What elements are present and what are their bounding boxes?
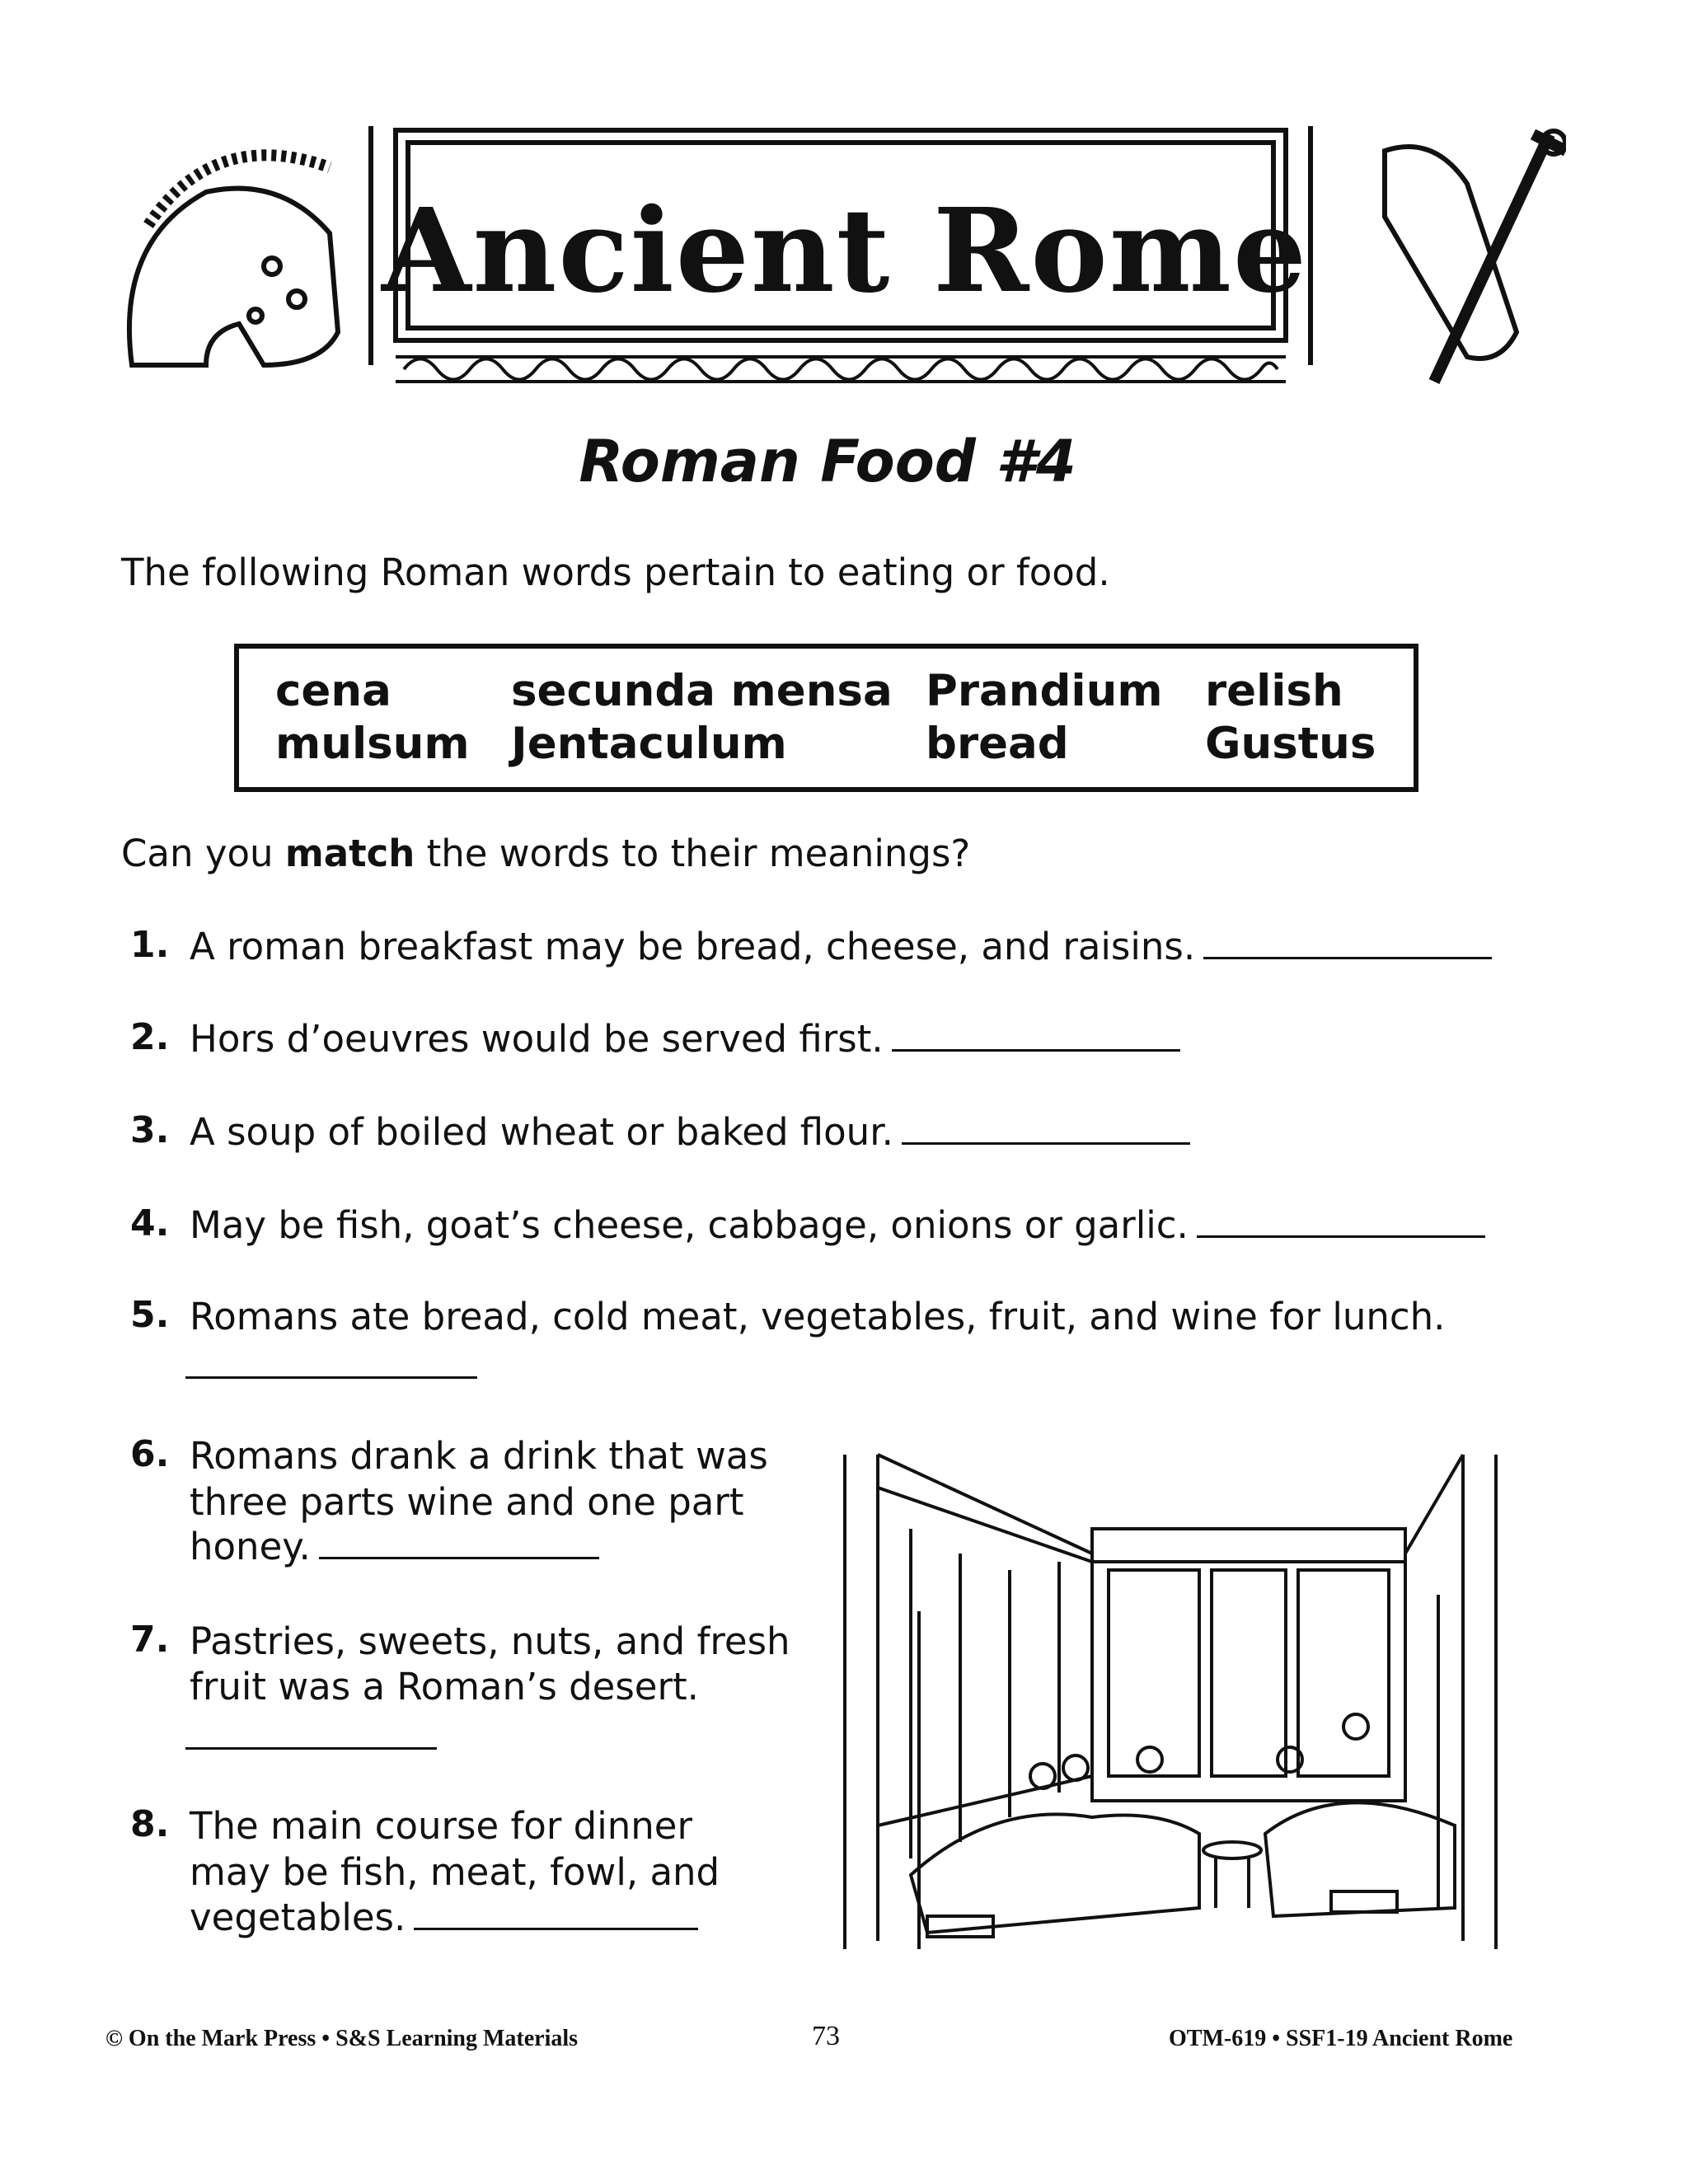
question-2: [190, 1016, 1180, 1062]
page-title: Ancient Rome: [381, 184, 1309, 319]
question-text: vegetables.: [190, 1896, 406, 1939]
roman-banquet-illustration: [828, 1446, 1512, 1966]
question-number: 6.: [130, 1433, 170, 1475]
page-number: 73: [812, 2021, 840, 2051]
question-1: [190, 924, 1492, 970]
intro-text: The following Roman words pertain to eating or food.: [121, 551, 1110, 594]
footer-product-code: OTM-619 • SSF1-19 Ancient Rome: [1169, 2026, 1513, 2051]
question-text: Romans ate bread, cold meat, vegetables, fruit, and wine for lunch.: [190, 1295, 1446, 1338]
question-7-line: fruit was a Roman’s desert.: [190, 1665, 699, 1708]
word-bank-item: Jentaculum: [511, 719, 787, 769]
word-bank-item: cena: [275, 666, 392, 716]
question-text: A soup of boiled wheat or baked flour.: [190, 1110, 893, 1154]
question-number: 5.: [130, 1294, 170, 1336]
question-number: 3.: [130, 1109, 170, 1151]
word-bank-item: mulsum: [275, 719, 470, 769]
answer-blank[interactable]: [1197, 1202, 1485, 1238]
question-text: May be fish, goat’s cheese, cabbage, onions or garlic.: [190, 1203, 1189, 1247]
answer-blank[interactable]: [185, 1747, 437, 1750]
question-5: [190, 1294, 1445, 1340]
question-number: 7.: [130, 1619, 170, 1661]
question-8: [190, 1895, 698, 1941]
instruction-part: Can you: [121, 832, 285, 875]
question-8-line: The main course for dinner: [190, 1804, 692, 1848]
question-3: [190, 1109, 1190, 1155]
question-6: [190, 1524, 599, 1570]
question-text: Hors d’oeuvres would be served first.: [190, 1017, 884, 1061]
question-4: [190, 1202, 1485, 1249]
answer-blank[interactable]: [902, 1109, 1190, 1145]
answer-blank[interactable]: [1203, 924, 1492, 959]
question-6-line: three parts wine and one part: [190, 1480, 744, 1524]
instruction-text: [121, 829, 970, 879]
word-bank: [234, 644, 1418, 792]
footer-publisher: © On the Mark Press • S&S Learning Materials: [106, 2026, 579, 2051]
question-number: 4.: [130, 1202, 170, 1244]
instruction-part: the words to their meanings?: [415, 832, 971, 875]
answer-blank[interactable]: [892, 1016, 1180, 1052]
question-6-line: Romans drank a drink that was: [190, 1434, 768, 1478]
roman-helmet-icon: [129, 155, 338, 365]
worksheet-subtitle: Roman Food #4: [579, 428, 1076, 495]
question-number: 1.: [130, 924, 170, 966]
question-number: 2.: [130, 1016, 170, 1058]
word-bank-item: Gustus: [1205, 719, 1376, 769]
question-number: 8.: [130, 1803, 170, 1845]
word-bank-item: relish: [1205, 666, 1343, 716]
answer-blank[interactable]: [319, 1524, 599, 1559]
answer-blank[interactable]: [185, 1376, 477, 1379]
question-text: A roman breakfast may be bread, cheese, and raisins.: [190, 925, 1196, 968]
question-8-line: may be fish, meat, fowl, and: [190, 1850, 720, 1894]
sword-and-shield-icon: [1385, 131, 1566, 382]
word-bank-item: Prandium: [926, 666, 1163, 716]
answer-blank[interactable]: [414, 1895, 698, 1930]
question-text: honey.: [190, 1525, 311, 1568]
question-7-line: Pastries, sweets, nuts, and fresh: [190, 1619, 790, 1663]
instruction-bold: match: [284, 832, 415, 875]
word-bank-item: secunda mensa: [511, 666, 893, 716]
word-bank-item: bread: [926, 719, 1069, 769]
